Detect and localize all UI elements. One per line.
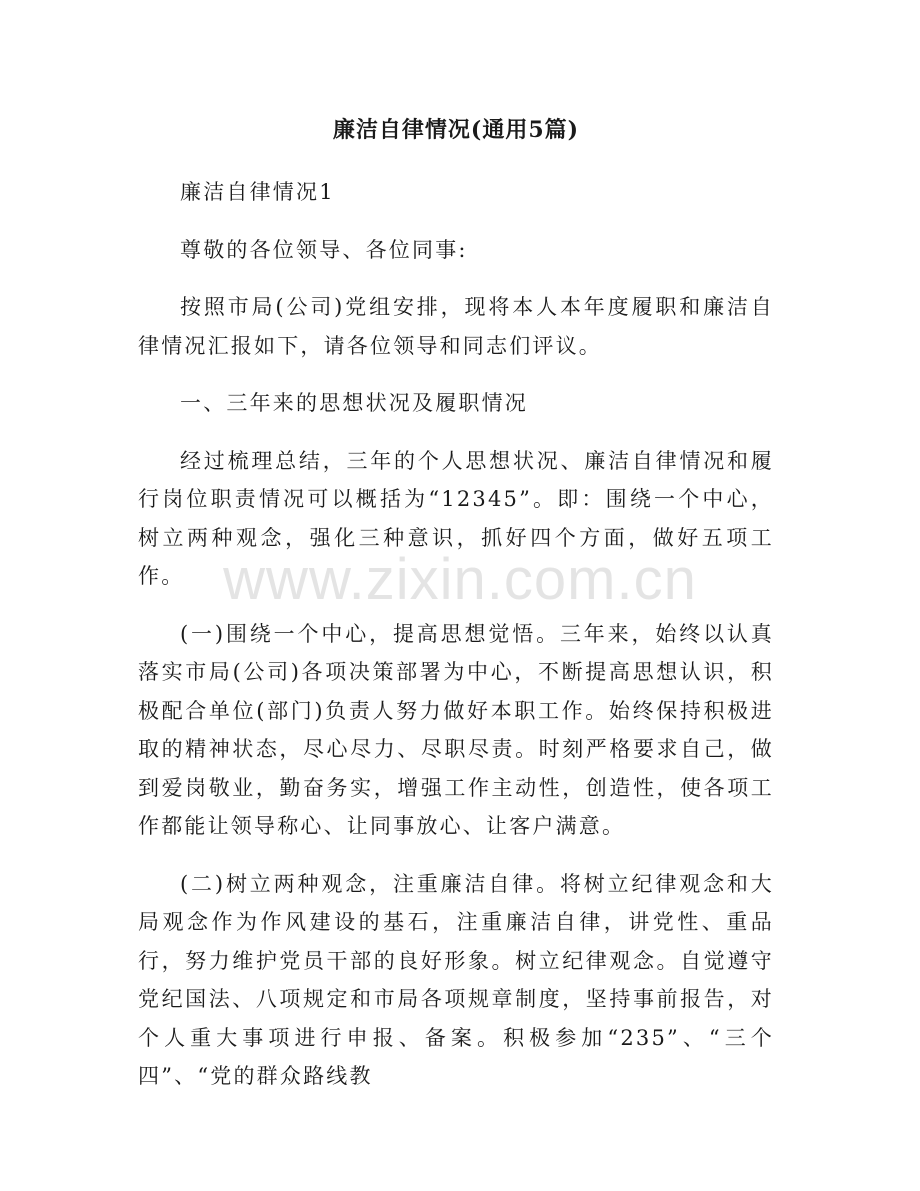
watermark: www.zixin.com.cn [223,547,697,612]
salutation: 尊敬的各位领导、各位同事: [180,237,468,262]
paragraph-part-1: (一)围绕一个中心，提高思想觉悟。三年来，始终以认真落实市局(公司)各项决策部署为中心，不断提高思想认识，积极配合单位(部门)负责人努力做好本职工作。始终保持积极进取的精神状态，尽心尽力、尽职尽责。时刻严格要求自己，做到爱岗敬业，勤奋务实，增强工作主动性，创造性，使各项工作都能让领导称心、让同事放心、让客户满意。 [138,621,774,838]
paragraph-summary: 经过梳理总结，三年的个人思想状况、廉洁自律情况和履行岗位职责情况可以概括为“12345”。即：围绕一个中心，树立两种观念，强化三种意识，抓好四个方面，做好五项工作。 [138,448,774,588]
section-heading: 廉洁自律情况1 [180,180,335,204]
document-body [138,110,774,1096]
paragraph-part-2: (二)树立两种观念，注重廉洁自律。将树立纪律观念和大局观念作为作风建设的基石，注重廉洁自律，讲党性、重品行，努力维护党员干部的良好形象。树立纪律观念。自觉遵守党纪国法、八项规定和市局各项规章制度，坚持事前报告，对个人重大事项进行申报、备案。积极参加“235”、“三个四”、“党的群众路线教 [138,871,774,1088]
document-title: 廉洁自律情况(通用5篇) [332,117,580,143]
paragraph-intro: 按照市局(公司)党组安排，现将本人本年度履职和廉洁自律情况汇报如下，请各位领导和同志们评议。 [138,295,774,358]
subheading-1: 一、三年来的思想状况及履职情况 [180,391,528,415]
